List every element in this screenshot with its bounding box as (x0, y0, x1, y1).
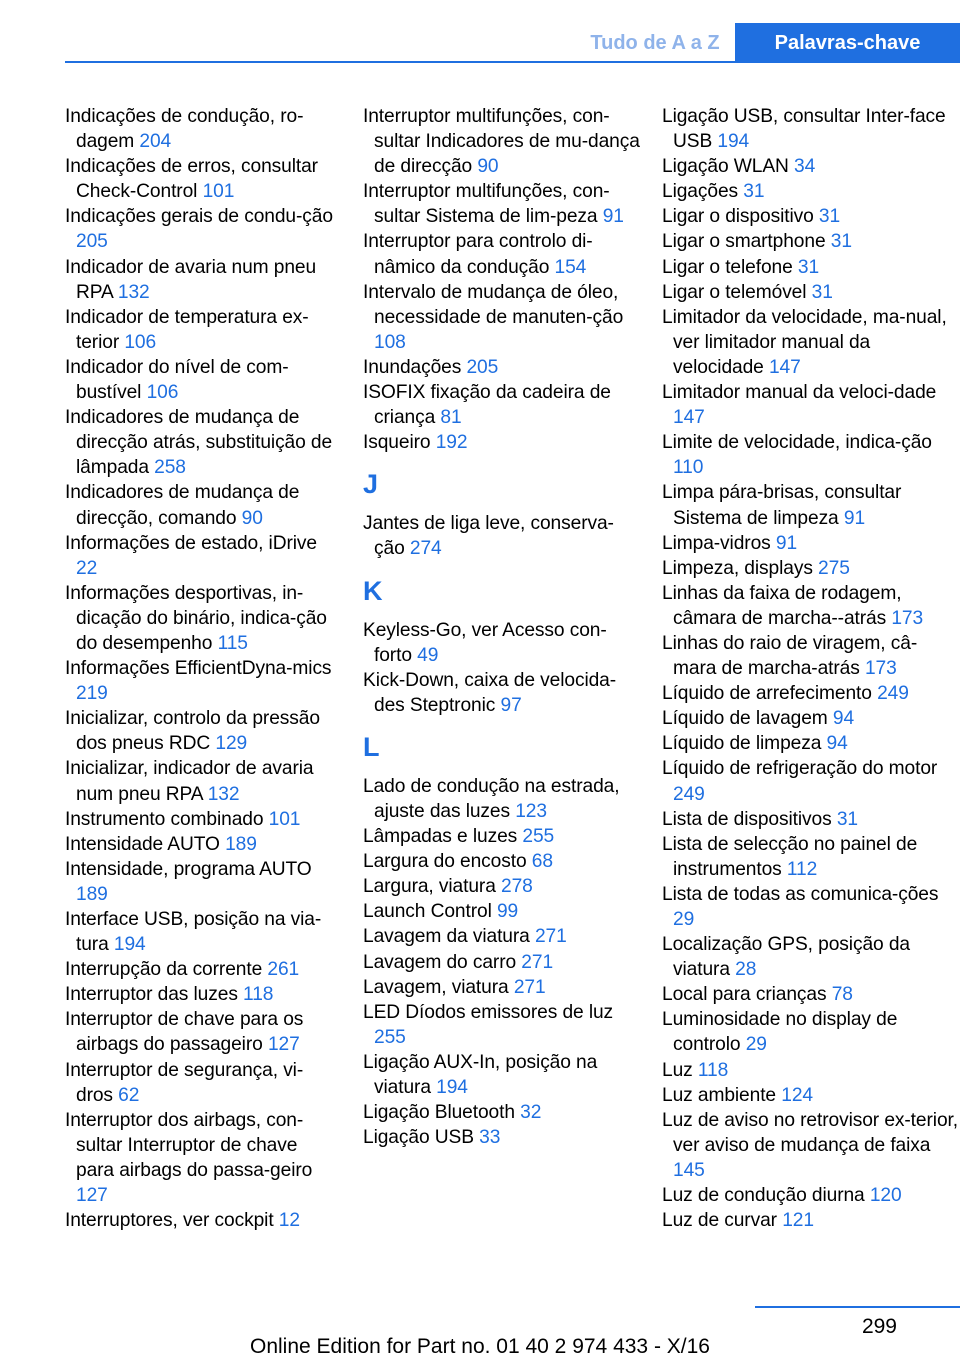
index-entry (363, 104, 641, 179)
index-entry (65, 1007, 340, 1057)
entry-term: Indicadores de mudança de direcção, comando (65, 482, 300, 529)
index-entry (363, 874, 641, 899)
entry-term: Interrupção da corrente (65, 959, 263, 981)
tab-keywords[interactable]: Palavras-chave (735, 23, 960, 63)
page-link[interactable]: 261 (267, 959, 300, 981)
entry-term: Limpa pára-brisas, consultar Sistema de limpeza (662, 482, 902, 529)
index-entry (662, 581, 960, 631)
page-link[interactable]: 90 (241, 507, 263, 529)
page-number: 299 (861, 1315, 897, 1338)
entry-term: Inundações (363, 356, 462, 378)
index-entry (65, 1208, 340, 1233)
index-entry (363, 1000, 641, 1050)
entry-term: Intensidade AUTO (65, 833, 220, 855)
index-entry (662, 731, 960, 756)
index-entry (662, 179, 960, 204)
index-entry (363, 380, 641, 430)
index-entry (363, 950, 641, 975)
index-entry (65, 656, 340, 706)
entry-term: Kick-Down, caixa de velocida-des Steptronic (363, 669, 617, 716)
entry-term: Ligação USB (363, 1127, 474, 1149)
page-link[interactable]: 194 (113, 934, 146, 956)
index-entry (65, 982, 340, 1007)
index-entry (662, 1083, 960, 1108)
index-entry (662, 706, 960, 731)
entry-term: Interruptor multifunções, con-sultar Indicadores de mu-dança de direcção (363, 106, 640, 178)
entry-term: Ligar o smartphone (662, 231, 826, 253)
page-link[interactable]: 110 (673, 457, 704, 479)
index-entry (363, 179, 641, 229)
entry-term: Informações de estado, iDrive (65, 532, 317, 554)
entry-term: Indicador de temperatura ex-terior (65, 306, 309, 353)
page-link[interactable]: 127 (76, 1185, 108, 1207)
entry-term: Largura, viatura (363, 876, 496, 898)
index-entry (363, 1100, 641, 1125)
index-entry (65, 907, 340, 957)
entry-term: Indicações gerais de condu-ção (65, 206, 333, 228)
entry-term: Interruptor das luzes (65, 984, 238, 1006)
entry-term: Ligar o telemóvel (662, 281, 807, 303)
index-entry (662, 305, 960, 380)
page-link[interactable]: 173 (864, 658, 897, 680)
index-entry (65, 480, 340, 530)
page-link[interactable]: 78 (831, 984, 853, 1006)
entry-term: Local para crianças (662, 984, 827, 1006)
index-entry (65, 832, 340, 857)
entry-term: Interface USB, posição na via-tura (65, 909, 322, 956)
entry-term: Interruptor para controlo di-nâmico da condução (363, 231, 593, 278)
index-entry (65, 104, 340, 154)
index-entry (65, 957, 340, 982)
entry-term: Limitador manual da veloci-dade (662, 382, 937, 404)
page-link[interactable]: 99 (496, 901, 519, 923)
entry-term: Interruptor de chave para os airbags do passageiro (65, 1009, 304, 1056)
entry-term: Lista de selecção no painel de instrumentos (662, 833, 918, 880)
index-entry (363, 849, 641, 874)
entry-term: Inicializar, controlo da pressão dos pneus RDC (65, 708, 320, 755)
entry-term: Luz (662, 1059, 693, 1081)
page-link[interactable]: 121 (782, 1210, 814, 1232)
page-link[interactable]: 258 (154, 457, 186, 479)
page-link[interactable]: 205 (466, 356, 499, 378)
page-link[interactable]: 173 (891, 607, 924, 629)
entry-term: Ligação USB, consultar Inter-face USB (662, 106, 946, 153)
page-link[interactable]: 127 (267, 1034, 300, 1056)
index-entry (65, 706, 340, 756)
entry-term: Líquido de arrefecimento (662, 683, 872, 705)
page-link[interactable]: 219 (76, 683, 108, 705)
page-link[interactable]: 22 (76, 557, 98, 579)
entry-term: Líquido de limpeza (662, 733, 822, 755)
page-link[interactable]: 271 (521, 951, 554, 973)
page-link[interactable]: 124 (781, 1084, 813, 1106)
page-link[interactable]: 32 (520, 1102, 542, 1124)
entry-term: Ligação AUX-In, posição na viatura (363, 1051, 598, 1098)
index-entry (662, 1208, 960, 1233)
entry-term: Lavagem do carro (363, 951, 517, 973)
page-link[interactable]: 132 (117, 281, 150, 303)
index-entry (662, 204, 960, 229)
index-entry (363, 899, 641, 924)
entry-term: Linhas do raio de viragem, câ-mara de marcha-atrás (662, 632, 918, 680)
page-link[interactable]: 147 (768, 356, 801, 378)
index-entry (662, 229, 960, 254)
index-entry (662, 430, 960, 480)
page-link[interactable]: 31 (836, 808, 859, 830)
entry-term: Limitador da velocidade, ma-nual, ver limitador manual da velocidade (662, 306, 947, 378)
entry-term: Localização GPS, posição da viatura (662, 934, 910, 981)
page-link[interactable]: 101 (202, 181, 235, 203)
page-link[interactable]: 194 (436, 1077, 468, 1098)
entry-term: Luz de curvar (662, 1210, 777, 1232)
page-link[interactable]: 34 (794, 156, 816, 178)
page-link[interactable]: 62 (118, 1084, 140, 1106)
index-entry (363, 511, 641, 561)
entry-term: Luminosidade no display de controlo (662, 1009, 898, 1056)
page-link[interactable]: 91 (775, 532, 798, 554)
entry-term: Lista de dispositivos (662, 808, 832, 830)
page-link[interactable]: 91 (602, 206, 624, 228)
page-link[interactable]: 90 (477, 156, 499, 178)
entry-term: Jantes de liga leve, conserva-ção (363, 513, 614, 560)
footer-edition: Online Edition for Part no. 01 40 2 974 433 - X/16 (250, 1335, 710, 1358)
entry-term: Indicador de avaria num pneu RPA (65, 256, 317, 303)
entry-term: Instrumento combinado (65, 808, 264, 830)
page-link[interactable]: 189 (76, 883, 108, 905)
page-link[interactable]: 129 (215, 733, 248, 755)
page-link[interactable]: 106 (124, 331, 157, 353)
page-link[interactable]: 112 (786, 858, 818, 880)
entry-term: Keyless-Go, ver Acesso con-forto (363, 619, 607, 666)
entry-term: Luz de condução diurna (662, 1185, 865, 1207)
entry-term: Indicações de condução, ro-dagem (65, 106, 304, 153)
entry-term: Lado de condução na estrada, ajuste das luzes (363, 775, 620, 822)
index-entry (662, 681, 960, 706)
index-column-2 (363, 104, 641, 1150)
index-entry (65, 1108, 340, 1208)
index-entry (662, 932, 960, 982)
index-column-3 (662, 104, 960, 1233)
entry-term: Indicadores de mudança de direcção atrás, substituição de lâmpada (65, 407, 333, 479)
page-link[interactable]: 81 (440, 407, 462, 429)
page-link[interactable]: 31 (797, 256, 820, 278)
entry-term: Intensidade, programa AUTO (65, 858, 312, 880)
entry-term: Limite de velocidade, indica-ção (662, 432, 932, 454)
index-entry (65, 255, 340, 305)
page-link[interactable]: 249 (673, 783, 705, 805)
entry-term: Interruptores, ver cockpit (65, 1210, 274, 1232)
index-entry (363, 668, 641, 718)
page-link[interactable]: 132 (207, 783, 240, 805)
page-link[interactable]: 31 (830, 231, 852, 253)
page-link[interactable]: 68 (531, 851, 553, 873)
index-entry (662, 1108, 960, 1183)
page-link[interactable]: 271 (513, 976, 546, 998)
entry-term: Interruptor multifunções, con-sultar Sistema de lim-peza (363, 181, 610, 228)
page-link[interactable]: 255 (374, 1026, 406, 1048)
index-entry (662, 631, 960, 681)
page-link[interactable]: 12 (278, 1210, 300, 1232)
page-link[interactable]: 123 (515, 800, 547, 822)
page-link[interactable]: 31 (818, 206, 841, 228)
entry-term: Luz de aviso no retrovisor ex-terior, ver aviso de mudança de faixa (662, 1109, 958, 1156)
page-link[interactable]: 29 (673, 909, 695, 930)
entry-term: Lavagem, viatura (363, 976, 509, 998)
entry-term: Interruptor dos airbags, con-sultar Interruptor de chave para airbags do passa-geiro (65, 1109, 313, 1181)
index-column-1 (65, 104, 340, 1233)
index-entry (363, 1050, 641, 1100)
entry-term: Lista de todas as comunica-ções (662, 883, 939, 905)
entry-term: Ligação Bluetooth (363, 1102, 515, 1124)
tab-a-z[interactable]: Tudo de A a Z (590, 31, 720, 54)
index-entry (65, 204, 340, 254)
page-link[interactable]: 118 (243, 984, 274, 1006)
index-entry (65, 154, 340, 204)
index-entry (363, 280, 641, 355)
entry-term: ISOFIX fixação da cadeira de criança (363, 382, 611, 429)
page-link[interactable]: 28 (735, 959, 757, 981)
entry-term: Limpeza, displays (662, 557, 813, 579)
page-link[interactable]: 278 (501, 876, 533, 898)
page-link[interactable]: 31 (743, 181, 765, 203)
page-link[interactable]: 194 (717, 131, 750, 153)
entry-term: Limpa-vidros (662, 532, 771, 554)
index-entry (65, 807, 340, 832)
index-entry (662, 982, 960, 1007)
index-entry (65, 857, 340, 907)
entry-term: Líquido de refrigeração do motor (662, 758, 938, 780)
index-entry (662, 531, 960, 556)
page-link[interactable]: 94 (826, 733, 848, 755)
index-entry (65, 405, 340, 480)
entry-term: Largura do encosto (363, 851, 527, 873)
index-entry (363, 355, 641, 380)
index-entry (363, 229, 641, 279)
index-entry (662, 832, 960, 882)
index-entry (662, 380, 960, 430)
entry-term: Líquido de lavagem (662, 708, 828, 730)
entry-term: Luz ambiente (662, 1084, 777, 1106)
entry-term: Launch Control (363, 901, 492, 923)
index-entry (662, 1007, 960, 1057)
index-entry (662, 154, 960, 179)
page-link[interactable]: 94 (832, 708, 855, 730)
page-link[interactable]: 33 (479, 1127, 501, 1149)
page-link[interactable]: 101 (268, 808, 301, 830)
index-entry (65, 531, 340, 581)
page-link[interactable]: 271 (534, 926, 567, 948)
entry-term: Ligação WLAN (662, 156, 789, 178)
entry-term: Interruptor de segurança, vi-dros (65, 1059, 304, 1106)
page-link[interactable]: 108 (374, 331, 406, 353)
entry-term: Indicações de erros, consultar Check-Control (65, 156, 318, 203)
section-letter: J (363, 469, 379, 500)
page-link[interactable]: 205 (76, 231, 108, 253)
page-link[interactable]: 145 (673, 1159, 705, 1181)
page-link[interactable]: 249 (877, 683, 909, 705)
index-entry (363, 618, 641, 668)
entry-term: Indicador do nível de com-bustível (65, 356, 289, 404)
index-entry (662, 480, 960, 530)
page-link[interactable]: 189 (225, 833, 257, 855)
entry-term: Linhas da faixa de rodagem, câmara de marcha--atrás (662, 582, 902, 629)
entry-term: LED Díodos emissores de luz (363, 1001, 614, 1023)
entry-term: Informações desportivas, in-dicação do binário, indica-ção do desempenho (65, 582, 327, 654)
index-entry (662, 1183, 960, 1208)
section-letter: L (363, 731, 380, 762)
index-entry (363, 1125, 641, 1150)
page-link[interactable]: 91 (843, 507, 866, 529)
index-entry (65, 305, 340, 355)
index-entry (662, 104, 960, 154)
index-entry (65, 581, 340, 656)
page-link[interactable]: 154 (554, 256, 587, 278)
page-link[interactable]: 255 (522, 826, 555, 848)
index-entry (662, 756, 960, 806)
index-entry (65, 1058, 340, 1108)
page-link[interactable]: 31 (811, 281, 833, 303)
page-link[interactable]: 192 (435, 432, 468, 454)
entry-term: Informações EfficientDyna-mics (65, 658, 332, 680)
page-link[interactable]: 274 (409, 538, 442, 560)
index-entry (363, 774, 641, 824)
index-entry (363, 975, 641, 1000)
page-link[interactable]: 97 (500, 694, 522, 716)
index-entry (662, 255, 960, 280)
page-link[interactable]: 275 (818, 557, 850, 579)
page-link[interactable]: 147 (673, 407, 705, 429)
entry-term: Lâmpadas e luzes (363, 826, 518, 848)
index-entry (662, 280, 960, 305)
entry-term: Intervalo de mudança de óleo, necessidade de manuten-ção (363, 281, 624, 328)
footer-rule (755, 1306, 960, 1308)
page-link[interactable]: 120 (869, 1185, 902, 1207)
page-link[interactable]: 49 (417, 644, 439, 666)
index-entry (363, 924, 641, 949)
section-letter: K (363, 575, 383, 606)
index-entry (662, 1058, 960, 1083)
page-link[interactable]: 29 (745, 1034, 767, 1056)
index-entry (662, 807, 960, 832)
index-entry (662, 556, 960, 581)
page-link[interactable]: 118 (697, 1059, 729, 1081)
entry-term: Lavagem da viatura (363, 926, 530, 948)
index-entry (65, 756, 340, 806)
index-entry (363, 430, 641, 455)
entry-term: Inicializar, indicador de avaria num pneu RPA (65, 758, 314, 805)
page-link[interactable]: 204 (139, 131, 172, 153)
entry-term: Ligar o telefone (662, 256, 793, 278)
page-link[interactable]: 106 (146, 382, 179, 404)
page-link[interactable]: 115 (217, 632, 248, 654)
entry-term: Isqueiro (363, 432, 431, 454)
index-entry (662, 882, 960, 932)
index-entry (65, 355, 340, 405)
entry-term: Ligar o dispositivo (662, 206, 814, 228)
index-entry (363, 824, 641, 849)
entry-term: Ligações (662, 181, 739, 203)
